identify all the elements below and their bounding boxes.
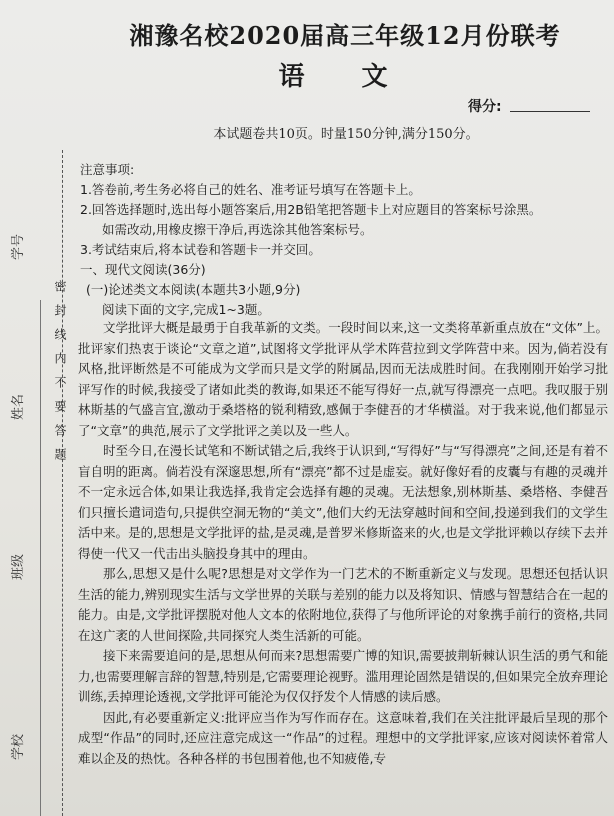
subsection-heading: (一)论述类文本阅读(本题共3小题,9分) <box>86 282 301 297</box>
score-label: 得分: <box>468 99 502 115</box>
passage-paragraph: 文学批评大概是最勇于自我革新的文类。一段时间以来,这一文类将革新重点放在“文体”上。批评家们热衷于谈论“文章之道”,试图将文学批评从学术阵营拉到文学阵营中来。因为,倘若没有风格,批评断然是不可能成为文学而只是文学的附属品,因而无法成胜时间。在我刚刚开始学习批评写作的时候,我接受了诸如此类的教诲,如果还不能写得好一点,就写得漂亮一点吧。我叹服于别林斯基的气盛言宜,激动于桑塔格的锐利精致,感佩于李健吾的才华横溢。对于我来说,他们都显示了“文章”的典范,展示了文学批评之美以及一些人。 <box>78 320 608 438</box>
seal-warning: 密封线内不要答题 <box>53 280 67 472</box>
reading-instruction: 阅读下面的文字,完成1~3题。 <box>102 302 270 317</box>
label-class: 班级 <box>11 553 26 580</box>
notes-item: 如需改动,用橡皮擦干净后,再选涂其他答案标号。 <box>102 222 373 237</box>
notes-item: 1.答卷前,考生务必将自己的姓名、准考证号填写在答题卡上。 <box>80 182 421 197</box>
subject-title: 语 文 <box>278 62 412 92</box>
passage-paragraph: 接下来需要追问的是,思想从何而来?思想需要广博的知识,需要披荆斩棘认识生活的勇气和能力,也需要理解言辞的智慧,特别是,它需要理论视野。滥用理论固然是错误的,但如果完全放弃理论训练,丢掉理论透视,文学批评可能沦为仅仅抒发个人情感的读后感。 <box>78 648 608 704</box>
notes-item: 3.考试结束后,将本试卷和答题卡一并交回。 <box>80 242 321 257</box>
notes-item: 2.回答选择题时,选出每小题答案后,用2B铅笔把答题卡上对应题目的答案标号涂黑。 <box>80 202 542 217</box>
exam-info: 本试题卷共10页。时量150分钟,满分150分。 <box>213 127 479 142</box>
fold-line <box>40 300 41 816</box>
binding-margin <box>0 0 76 816</box>
passage-paragraph: 因此,有必要重新定义:批评应当作为写作而存在。这意味着,我们在关注批评最后呈现的那个成型“作品”的同时,还应注意完成这一“作品”的过程。理想中的文学批评家,应该对阅读怀着常人难以企及的热忱。各种各样的书包围着他,也不知疲倦,专 <box>78 709 608 766</box>
reading-passage <box>78 318 608 769</box>
label-student-id: 学号 <box>11 233 26 260</box>
exam-title: 湘豫名校2020届高三年级12月份联考 <box>129 21 561 50</box>
label-name: 姓名 <box>11 393 26 420</box>
score-field[interactable] <box>510 111 590 112</box>
passage-paragraph: 时至今日,在漫长试笔和不断试错之后,我终于认识到,“写得好”与“写得漂亮”之间,还是有着不盲自明的距离。倘若没有深邃思想,所有“漂亮”都不过是虚妄。就好像好看的皮囊与有趣的灵魂并不一定永远合体,如果让我选择,我肯定会选择有趣的灵魂。无法想象,别林斯基、桑塔格、李健吾们只擅长遣词造句,只提供空洞无物的“美文”,他们大约无法穿越时间和空间,投递到我们的文学生活中来。是的,思想是文学批评的盐,是灵魂,是普罗米修斯盗来的火,也是文学批评赖以存续下去并得使一代又一代击出头脑投身其中的理由。 <box>78 443 608 561</box>
passage-paragraph: 那么,思想又是什么呢?思想是对文学作为一门艺术的不断重新定义与发现。思想还包括认识生活的能力,辨别现实生活与文学世界的关联与差别的能力以及将知识、情感与智慧结合在一起的能力。由是,文学批评摆脱对他人文本的依附地位,获得了与他所评论的对象携手前行的资格,共同在这广袤的人世间探险,共同探究人类生活新的可能。 <box>78 566 608 643</box>
label-school: 学校 <box>11 733 26 760</box>
section-heading: 一、现代文阅读(36分) <box>80 262 206 277</box>
notes-heading: 注意事项: <box>80 162 135 177</box>
seal-line <box>62 150 63 816</box>
notes-section <box>80 160 610 320</box>
